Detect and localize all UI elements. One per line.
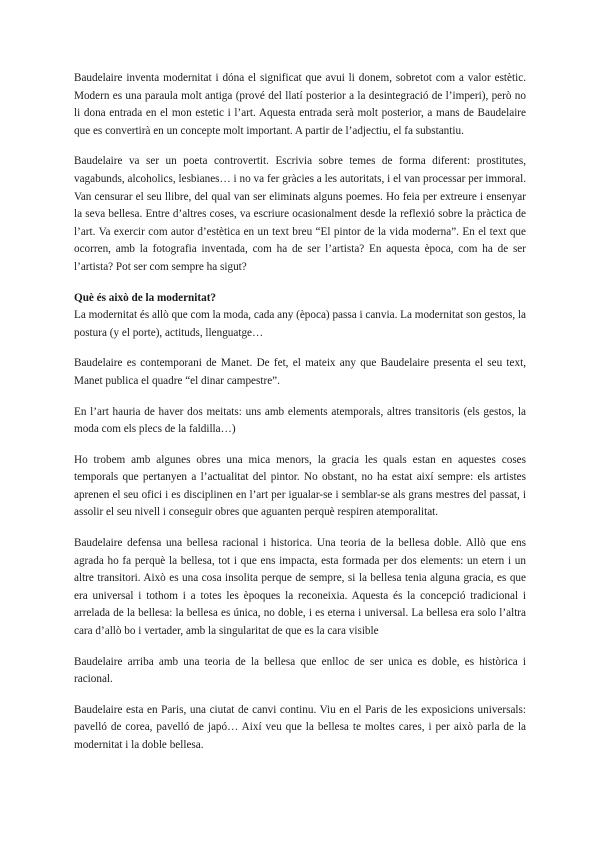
paragraph-temporal-works: Ho trobem amb algunes obres una mica menors, la gracia les quals estan en aquestes coses temporals que pertanyen a l’actualitat del pintor. No obstant, no ha estat així sempre: els artistes aprenen el seu ofici i es disciplinen en l’art per igualar-se i semblar-se als grans mestres del passat, i assolir el seu nivell i conseguir obres que aguanten perquè respiren atemporalitat.	[74, 453, 526, 519]
paragraph-modernity-definition: La modernitat és allò que com la moda, cada any (època) passa i canvia. La modernitat son gestos, la postura (y el porte), actituds, llenguatge…	[74, 309, 526, 339]
document-body	[74, 70, 526, 755]
paragraph-poet: Baudelaire va ser un poeta controvertit. Escrivia sobre temes de forma diferent: prostitutes, vagabunds, alcoholics, lesbianes… i no va fer gràcies a les autoritats, i el van processar per immoral. Van censurar el seu llibre, del qual van ser eliminats alguns poemes. Ho feia per extreure i ensenyar la seva bellesa. Entre d’altres coses, va escriure ocasionalment desde la reflexió sobre la pràctica de l’art. Va exercir com autor d’estètica en un text breu “El pintor de la vida moderna”. En el text que ocorren, amb la fotografia inventada, com ha de ser l’artista? En aquesta època, com ha de ser l’artista? Pot ser com sempre ha sigut?	[74, 155, 526, 273]
paragraph-double-beauty: Baudelaire defensa una bellesa racional i historica. Una teoria de la bellesa doble. Allò que ens agrada ho fa perquè la bellesa, tot i que ens impacta, esta formada per dos elements: un etern i un altre transitori. Això es una cosa insolita perque de sempre, si la bellesa tenia alguna gracia, es que era universal i tothom i a totes les èpoques la reconeixia. Aquesta és la concepció tradicional i arrelada de la bellesa: la bellesa es única, no doble, i es eterna i universal. La bellesa era solo l’altra cara d’allò bo i vertader, amb la singularitat de que es la cara visible	[74, 537, 526, 638]
paragraph-two-halves: En l’art hauria de haver dos meitats: uns amb elements atemporals, altres transitoris (els gestos, la moda com els plecs de la faldilla…)	[74, 405, 526, 436]
paragraph-manet: Baudelaire es contemporani de Manet. De fet, el mateix any que Baudelaire presenta el seu text, Manet publica el quadre “el dinar campestre”.	[74, 357, 526, 387]
paragraph-intro: Baudelaire inventa modernitat i dóna el significat que avui li donem, sobretot com a valor estètic. Modern es una paraula molt antiga (prové del llatí posterior a la desintegració de l’imperi), però no li dona entrada en el mon estetic i l’art. Aquesta entrada serà molt posterior, a mans de Baudelaire que es convertirà en un concepte molt important. A partir de l’adjectiu, el fa substantiu.	[74, 72, 526, 137]
section-heading: Què és això de la modernitat?	[74, 291, 217, 304]
paragraph-paris: Baudelaire esta en Paris, una ciutat de canvi continu. Viu en el Paris de les exposicions universals: pavelló de corea, pavelló de japó… Així veu que la bellesa te moltes cares, i per això parla de la modernitat i la doble bellesa.	[74, 703, 526, 751]
paragraph-historic-beauty: Baudelaire arriba amb una teoria de la bellesa que enlloc de ser unica es doble, es històrica i racional.	[74, 655, 526, 686]
